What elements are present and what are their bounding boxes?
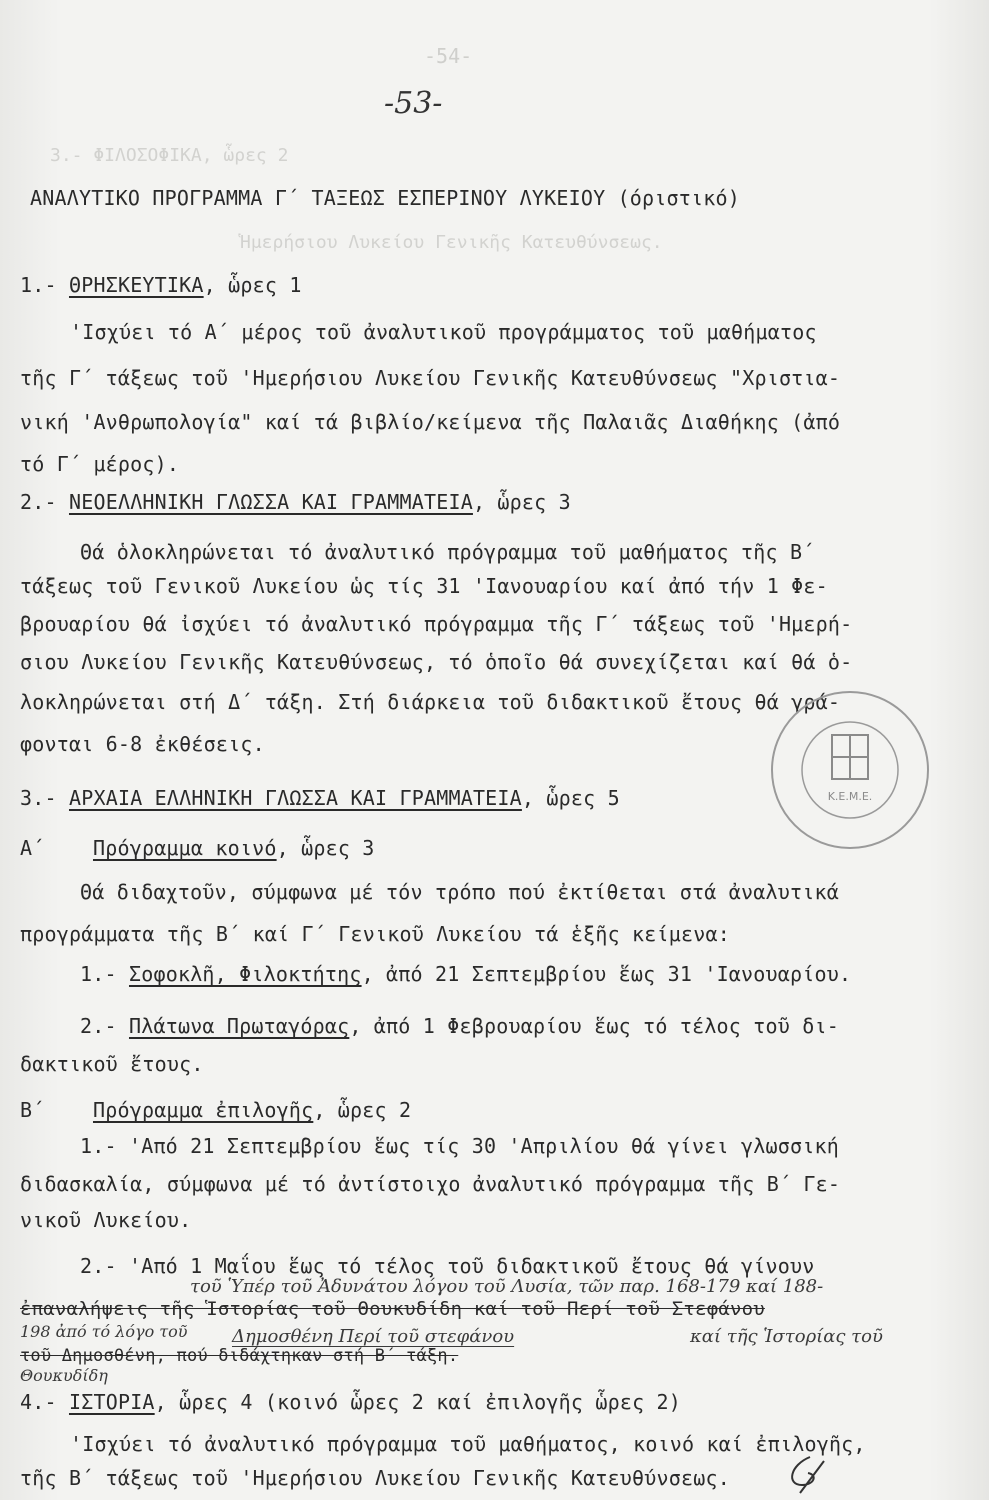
section-hours: , ὧρες 5 [521, 786, 620, 810]
part-b-heading [20, 1098, 411, 1122]
part-a-heading [20, 836, 375, 860]
paragraph-line: διδασκαλία, σύμφωνα μέ τό ἀντίστοιχο ἀναλυτικό πρόγραμμα τῆς Β΄ Γε- [20, 1172, 841, 1196]
handwritten-insertion: καί τῆς Ἱστορίας τοῦ [690, 1326, 883, 1347]
handwritten-insertion: 198 ἀπό τό λόγο τοῦ [20, 1322, 188, 1341]
paragraph-line: Θά ὁλοκληρώνεται τό ἀναλυτικό πρόγραμμα τοῦ μαθήματος τῆς Β΄ [80, 540, 815, 564]
section-number: 4.- [20, 1390, 57, 1414]
document-title: ΑΝΑΛΥΤΙΚΟ ΠΡΟΓΡΑΜΜΑ Γ΄ ΤΑΞΕΩΣ ΕΣΠΕΡΙΝΟΥ ΛΥΚΕΙΟΥ (όριστικό) [30, 186, 740, 210]
part-title: Πρόγραμμα ἐπιλογῆς [92, 1098, 314, 1122]
paragraph-line: Θά διδαχτοῦν, σύμφωνα μέ τόν τρόπο πού ἐκτίθεται στά ἀναλυτικά [80, 880, 839, 904]
handwritten-insertion: Δημοσθένη Περί τοῦ στεφάνου [232, 1326, 515, 1347]
ghost-page-number: -54- [424, 44, 473, 68]
ghost-line: Ἡμερήσιου Λυκείου Γενικῆς Κατευθύνσεως. [240, 232, 663, 253]
paragraph-line: τάξεως τοῦ Γενικοῦ Λυκείου ὡς τίς 31 'Ιανουαρίου καί ἀπό τήν 1 Φε- [20, 574, 828, 598]
handwritten-insertion: Θουκυδίδη [20, 1366, 108, 1385]
item-title: Σοφοκλῆ, Φιλοκτήτης [128, 962, 362, 986]
paragraph-line: 'Ισχύει τό ἀναλυτικό πρόγραμμα τοῦ μαθήματος, κοινό καί ἐπιλογῆς, [70, 1432, 866, 1456]
paragraph-line: τῆς Γ΄ τάξεως τοῦ 'Ημερήσιου Λυκείου Γενικῆς Κατευθύνσεως "Χριστια- [20, 366, 841, 390]
signature [780, 1455, 830, 1499]
section-title: ΙΣΤΟΡΙΑ [68, 1390, 155, 1414]
paragraph-line: φονται 6-8 ἐκθέσεις. [20, 732, 265, 756]
paragraph-line: προγράμματα τῆς Β΄ καί Γ΄ Γενικοῦ Λυκείου τά ἑξῆς κείμενα: [20, 922, 730, 946]
section-hours: , ὧρες 1 [203, 273, 302, 297]
page-number: -53- [384, 86, 443, 121]
section-title: ΑΡΧΑΙΑ ΕΛΛΗΝΙΚΗ ΓΛΩΣΣΑ ΚΑΙ ΓΡΑΜΜΑΤΕΙΑ [68, 786, 522, 810]
paragraph-line: νική 'Ανθρωπολογία" καί τά βιβλίο/κείμενα τῆς Παλαιᾶς Διαθήκης (ἀπό [20, 410, 841, 434]
item-title: Πλάτωνα Πρωταγόρας [128, 1014, 350, 1038]
section-3-heading [20, 786, 620, 810]
part-hours: , ὧρες 2 [313, 1098, 412, 1122]
struck-line: ἐπαναλήψεις τῆς Ἱστορίας τοῦ Θουκυδίδη καί τοῦ Περί τοῦ Στεφάνου [20, 1298, 765, 1320]
section-4-heading [20, 1390, 681, 1414]
list-item [80, 1014, 839, 1038]
section-title: ΝΕΟΕΛΛΗΝΙΚΗ ΓΛΩΣΣΑ ΚΑΙ ΓΡΑΜΜΑΤΕΙΑ [68, 490, 473, 514]
section-number: 1.- [20, 273, 57, 297]
part-label: Β΄ [20, 1098, 45, 1122]
item-number: 1.- [80, 962, 117, 986]
paragraph-line: βρουαρίου θά ἰσχύει τό ἀναλυτικό πρόγραμμα τῆς Γ΄ τάξεως τοῦ 'Ημερή- [20, 612, 853, 636]
paragraph-line: σιου Λυκείου Γενικῆς Κατευθύνσεως, τό ὁποῖο θά συνεχίζεται καί θά ὁ- [20, 650, 853, 674]
part-label: Α΄ [20, 836, 45, 860]
item-text: , ἀπό 21 Σεπτεμβρίου ἕως 31 'Ιανουαρίου. [361, 962, 852, 986]
item-number: 2.- [80, 1014, 117, 1038]
section-hours: , ὧρες 4 (κοινό ὧρες 2 καί ἐπιλογῆς ὧρες 2) [154, 1390, 682, 1414]
section-hours: , ὧρες 3 [472, 490, 571, 514]
paragraph-line: τό Γ΄ μέρος). [20, 452, 180, 476]
paragraph-line: τῆς Β΄ τάξεως τοῦ 'Ημερήσιου Λυκείου Γενικῆς Κατευθύνσεως. [20, 1466, 730, 1490]
item-text: , ἀπό 1 Φεβρουαρίου ἕως τό τέλος τοῦ δι- [349, 1014, 839, 1038]
stamp-text: Κ.Ε.Μ.Ε. [827, 790, 873, 803]
part-title: Πρόγραμμα κοινό [92, 836, 277, 860]
paragraph-line: λοκληρώνεται στή Δ΄ τάξη. Στή διάρκεια τοῦ διδακτικοῦ ἔτους θά γρά- [20, 690, 841, 714]
paragraph-line: νικοῦ Λυκείου. [20, 1208, 192, 1232]
paragraph-line: δακτικοῦ ἔτους. [20, 1052, 204, 1076]
paragraph-line: 1.- 'Από 21 Σεπτεμβρίου ἕως τίς 30 'Απριλίου θά γίνει γλωσσική [80, 1134, 839, 1158]
section-number: 2.- [20, 490, 57, 514]
list-item [80, 962, 851, 986]
ghost-line: 3.- ΦΙΛΟΣΟΦΙΚΑ, ὧρες 2 [50, 145, 289, 166]
part-hours: , ὧρες 3 [276, 836, 375, 860]
section-number: 3.- [20, 786, 57, 810]
section-title: ΘΡΗΣΚΕΥΤΙΚΑ [68, 273, 204, 297]
struck-line: τοῦ Δημοσθένη, πού διδάχτηκαν στή Β΄ τάξη. [20, 1346, 459, 1366]
handwritten-insertion: τοῦ Ὑπέρ τοῦ Ἀδυνάτου λόγου τοῦ Λυσία, τῶν παρ. 168-179 καί 188- [190, 1276, 824, 1297]
official-stamp [740, 685, 950, 869]
section-2-heading [20, 490, 571, 514]
section-1-heading [20, 273, 302, 297]
paragraph-line: 'Ισχύει τό Α΄ μέρος τοῦ ἀναλυτικοῦ προγράμματος τοῦ μαθήματος [70, 320, 817, 344]
paragraph-line: 2.- 'Από 1 Μαΐου ἕως τό τέλος τοῦ διδακτικοῦ ἔτους θά γίνουν [80, 1254, 815, 1278]
